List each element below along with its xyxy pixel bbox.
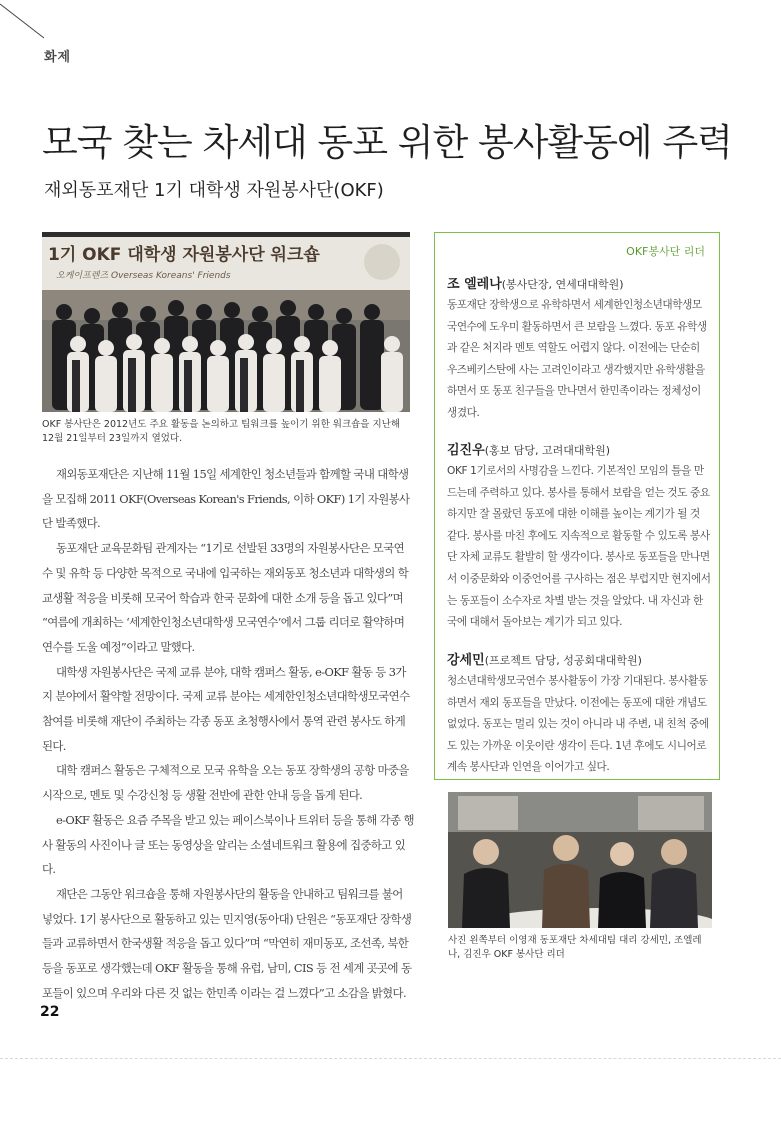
corner-diagonal-line bbox=[0, 0, 60, 40]
article-title: 모국 찾는 차세대 동포 위한 봉사활동에 주력 bbox=[42, 121, 732, 164]
leader-quote: 청소년대학생모국연수 봉사활동이 가장 기대된다. 봉사활동 하면서 재외 동포들을 만났다. 이전에는 동포에 대한 개념도 없었다. 동포는 멀리 있는 것이 아니라 내 주변, 내 친척 중에도 있는 가까운 이웃이란 생각이 든다. 1년 후에도 시니어로 계속 봉사단과 인연을 이어가고 싶다. bbox=[447, 675, 709, 774]
body-paragraph: 대학생 자원봉사단은 국제 교류 분야, 대학 캠퍼스 활동, e-OKF 활동 등 3가지 분야에서 활약할 전망이다. 국제 교류 분야는 세계한인청소년대학생모국연수 참여를 비롯해 재단이 주최하는 각종 동포 초청행사에서 통역 관련 봉사도 하게 된다. bbox=[42, 664, 410, 753]
page-number: 22 bbox=[40, 1004, 60, 1020]
body-paragraph: 동포재단 교육문화팀 관계자는 “1기로 선발된 33명의 자원봉사단은 모국연수 및 유학 등 다양한 목적으로 국내에 입국하는 재외동포 청소년과 대학생의 학교생활 적응을 비롯해 모국어 학습과 한국 문화에 대한 소개 등을 돕고 있다”며 “여름에 개최하는 ‘세계한인청소년대학생 모국연수’에서 그룹 리더로 활약하며 연수를 도울 예정”이라고 말했다. bbox=[42, 541, 409, 654]
leader-quote: OKF 1기로서의 사명감을 느낀다. 기본적인 모임의 틀을 만드는데 주력하고 있다. 봉사를 통해서 보람을 얻는 것도 중요하지만 잘 몰랐던 동포에 대한 이해를 높이는 계기가 될 것 같다. 봉사를 마친 후에도 지속적으로 활동할 수 있도록 봉사단 자체 교류도 활발히 할 생각이다. 봉사로 동포들을 만나면서 이중문화와 이중언어를 구사하는 점은 부럽지만 현지에서는 동포들이 소수자로 차별 받는 것을 알았다. 내 자신과 한국에 대해서 돌아보는 계기가 되고 있다. bbox=[447, 465, 711, 629]
leader-quote: 동포재단 장학생으로 유학하면서 세계한인청소년대학생모국연수에 도우미 활동하면서 큰 보람을 느꼈다. 동포 유학생과 같은 처지라 멘토 역할도 어렵지 않다. 이전에는 단순히 우즈베키스탄에 사는 고려인이라고 생각했지만 유학생활을 하면서 또 동포 친구들을 만나면서 한민족이라는 정체성이 생겼다. bbox=[447, 299, 707, 419]
workshop-group-photo bbox=[42, 232, 410, 412]
bottom-divider bbox=[0, 1058, 781, 1059]
leader-role: (홍보 담당, 고려대대학원) bbox=[484, 444, 611, 457]
leaders-team-photo bbox=[448, 792, 712, 928]
banner-subtext: 오케이프렌즈 Overseas Koreans' Friends bbox=[56, 271, 231, 281]
body-paragraph: 재외동포재단은 지난해 11월 15일 세계한인 청소년들과 함께할 국내 대학생을 모집해 2011 OKF(Overseas Korean's Friends, 이하 OKF) 1기 자원봉사단 발족했다. bbox=[42, 467, 410, 531]
photo-main-caption: OKF 봉사단은 2012년도 주요 활동을 논의하고 팀워크를 높이기 위한 워크숍을 지난해 12월 21일부터 23일까지 열었다. bbox=[42, 419, 401, 444]
leader-name: 강세민 bbox=[447, 653, 485, 668]
leader-name: 조 엘레나 bbox=[447, 277, 502, 292]
leader-header bbox=[447, 439, 711, 458]
body-paragraph: 대학 캠퍼스 활동은 구체적으로 모국 유학을 오는 동포 장학생의 공항 마중을 시작으로, 멘토 및 수강신청 등 생활 전반에 관한 안내 등을 돕게 된다. bbox=[42, 763, 409, 803]
leader-entry bbox=[447, 649, 711, 779]
okf-leaders-box bbox=[434, 232, 720, 780]
leader-role: (봉사단장, 연세대대학원) bbox=[501, 278, 624, 291]
leader-entry bbox=[447, 439, 711, 634]
leader-role: (프로젝트 담당, 성공회대대학원) bbox=[484, 654, 642, 667]
sidebar-title: OKF봉사단 리더 bbox=[626, 245, 705, 258]
banner-text: 1기 OKF 대학생 자원봉사단 워크숍 bbox=[48, 245, 320, 265]
leader-header bbox=[447, 649, 711, 668]
body-paragraph: e-OKF 활동은 요즘 주목을 받고 있는 페이스북이나 트위터 등을 통해 각종 행사 활동의 사진이나 글 또는 동영상을 알리는 소셜네트워크 활용에 집중하고 있다. bbox=[42, 812, 414, 877]
body-paragraph: 재단은 그동안 워크숍을 통해 자원봉사단의 활동을 안내하고 팀워크를 불어 넣었다. 1기 봉사단으로 활동하고 있는 민지영(동아대) 단원은 “동포재단 장학생들과 교류하면서 한국생활 적응을 돕고 있다”며 “막연히 재미동포, 조선족, 북한 등을 동포로 생각했는데 OKF 활동을 통해 유럽, 남미, CIS 등 전 세계 곳곳에 동포들이 있으며 우리와 다른 것 없는 한민족 이라는 걸 느꼈다”고 소감을 밝혔다. bbox=[42, 886, 412, 1000]
leader-entry bbox=[447, 273, 711, 425]
leader-name: 김진우 bbox=[447, 443, 485, 458]
article-body bbox=[42, 462, 414, 1005]
section-tag: 화제 bbox=[44, 50, 72, 65]
photo-team-caption: 사진 왼쪽부터 이영재 동포재단 차세대팀 대리 강세민, 조엘레나, 김진우 OKF 봉사단 리더 bbox=[448, 935, 702, 960]
article-subtitle: 재외동포재단 1기 대학생 자원봉사단(OKF) bbox=[44, 180, 384, 201]
leader-header bbox=[447, 273, 711, 292]
